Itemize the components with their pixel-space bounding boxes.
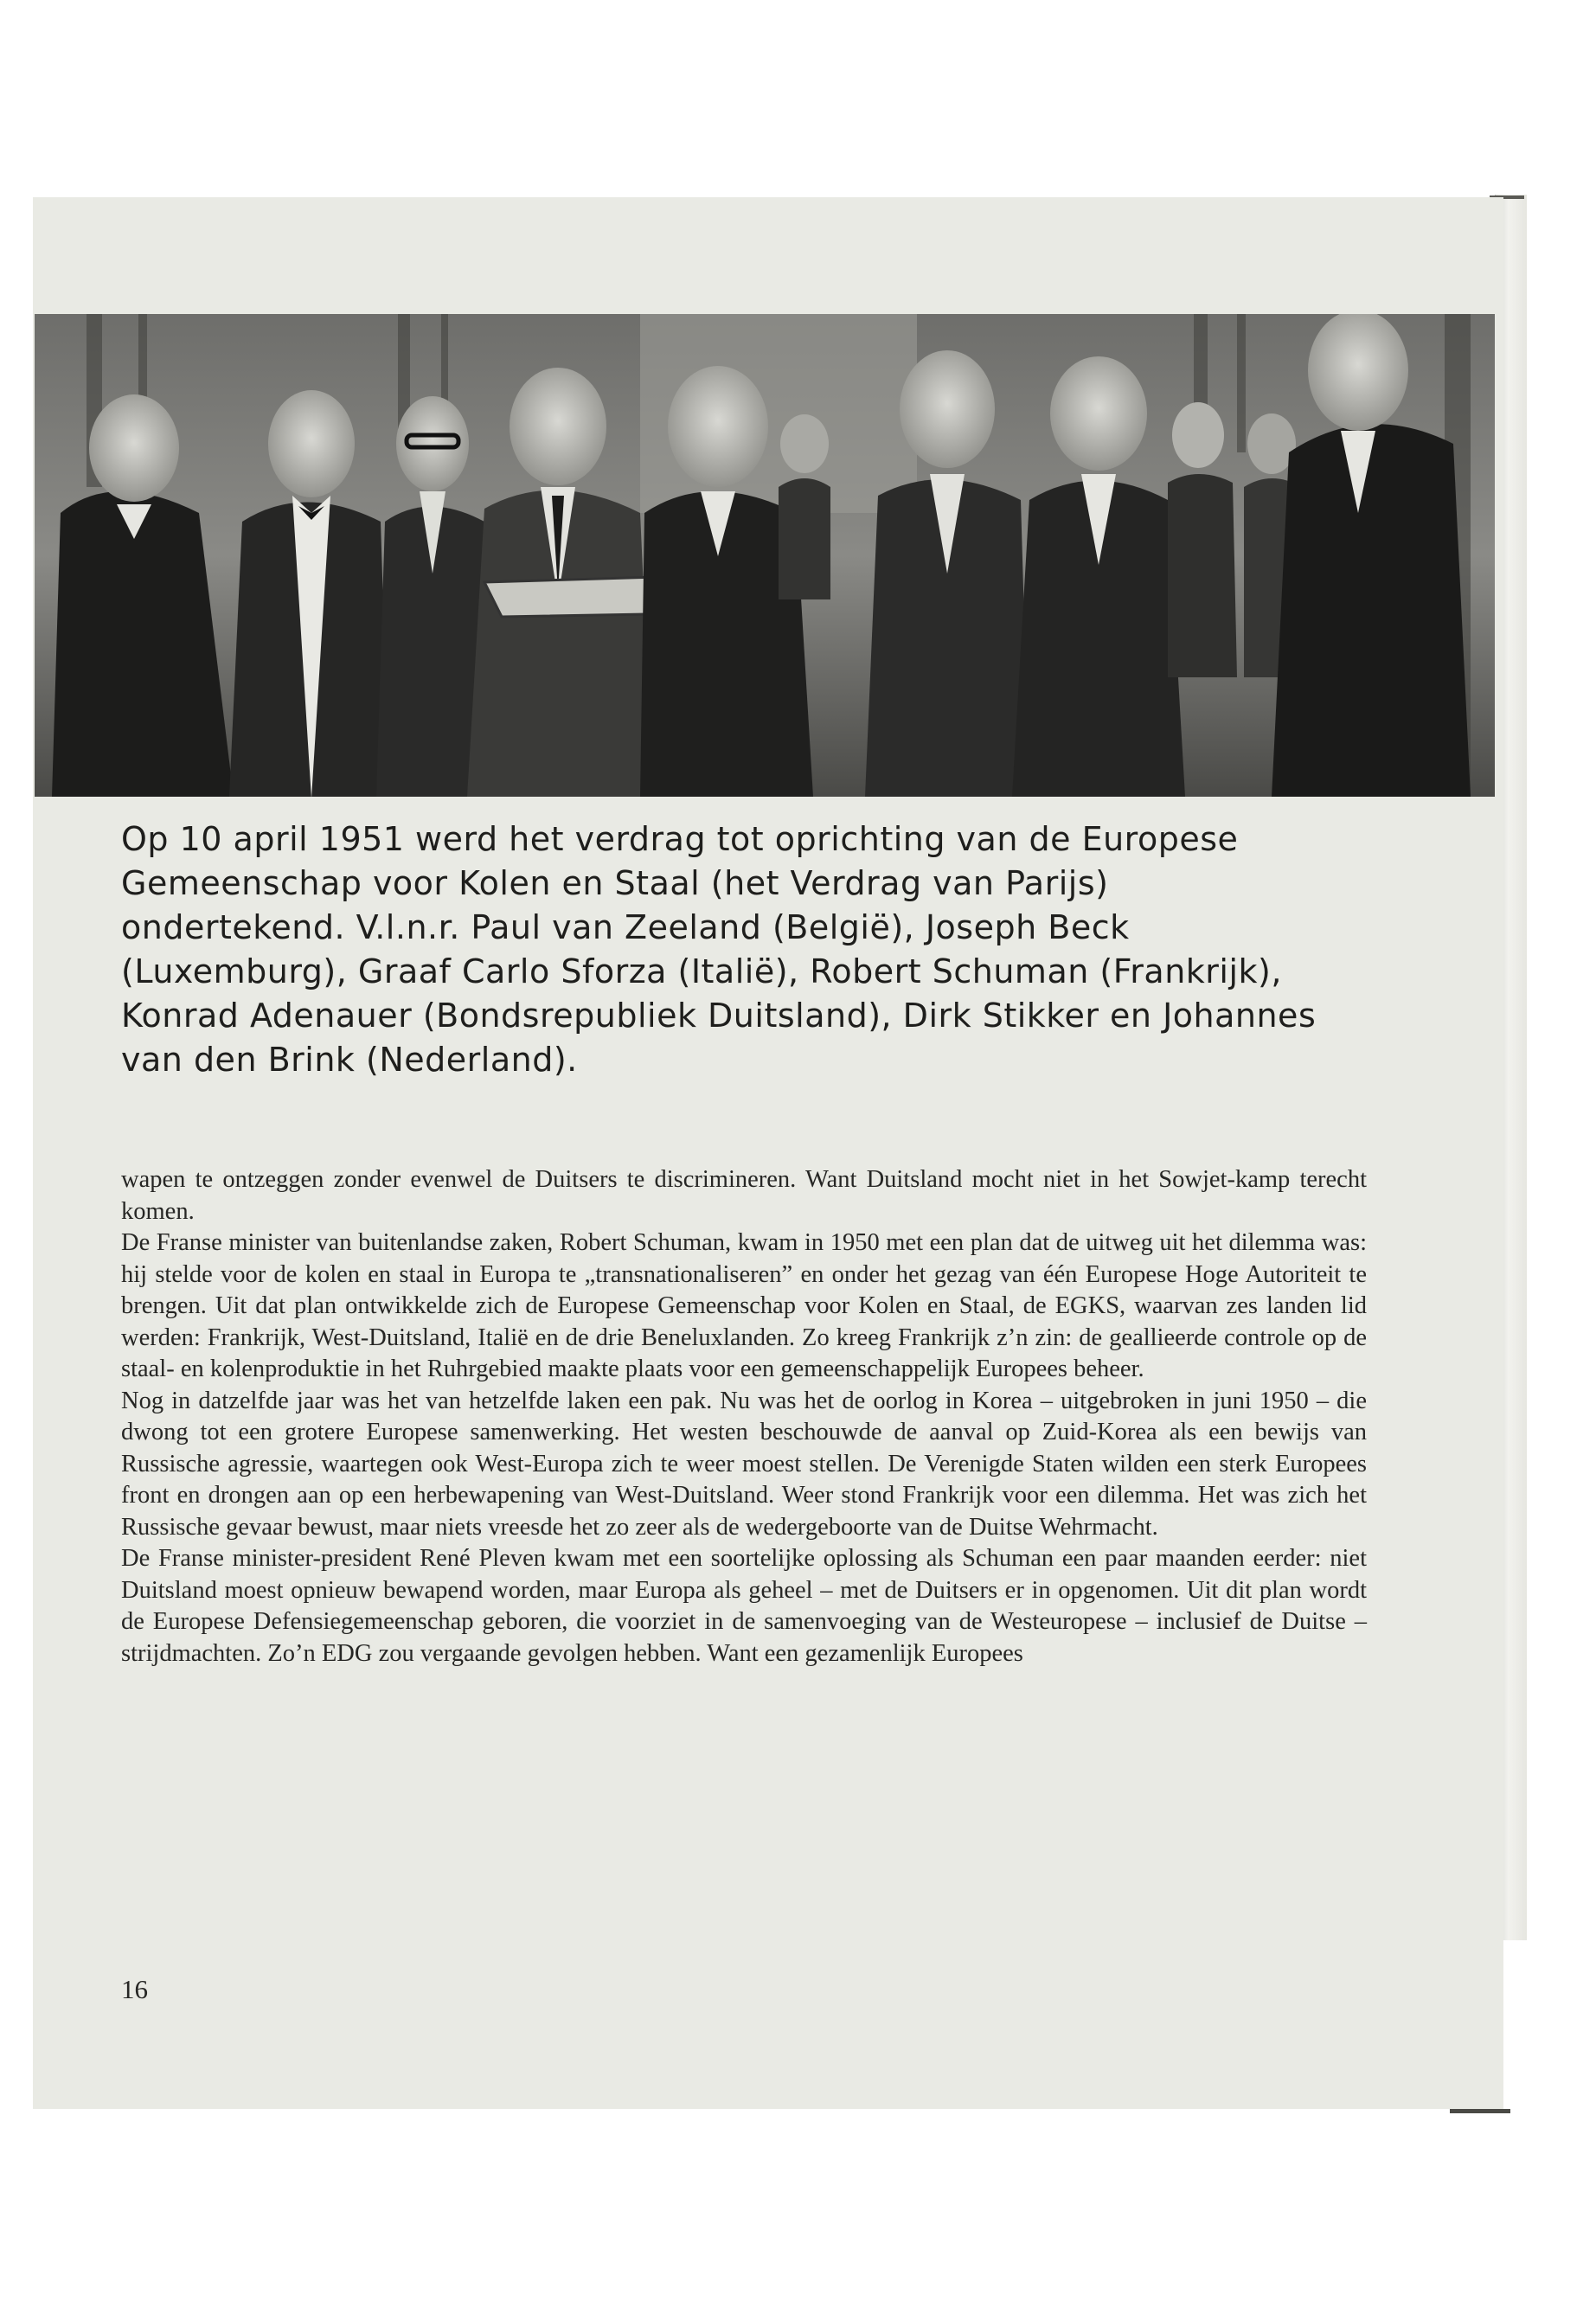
historical-photo	[35, 314, 1495, 797]
person-figure	[779, 414, 830, 599]
page-number: 16	[121, 1974, 148, 2004]
paragraph: Nog in datzelfde jaar was het van hetzelfde laken een pak. Nu was het de oorlog in Korea – uitgebroken in juni 1950 – die dwong tot een grotere Europese samenwerking. Het westen beschouwde de aanval op Zuid-Korea als een bewijs van Russische agressie, waartegen ook West-Europa zich te weer moest stellen. De Verenigde Staten wilden een sterk Europees front en drongen aan op een herbewapening van West-Duitsland. Weer stond Frankrijk voor een dilemma. Het was zich het Russische gevaar bewust, maar niets vreesde het zo zeer als de wedergeboorte van de Duitse Wehrmacht.	[121, 1387, 1367, 1541]
page-edge-mark	[1450, 2109, 1510, 2113]
body-text	[121, 1164, 1367, 1670]
paragraph: De Franse minister-president René Pleven kwam met een soortelijke oplossing als Schuman een paar maanden eerder: niet Duitsland moest opnieuw bewapend worden, maar Europa als geheel – met de Duitsers er in opgenomen. Uit dit plan wordt de Europese Defensiegemeenschap geboren, die voorziet in de samenvoeging van de Westeuropese – inclusief de Duitse – strijdmachten. Zo’n EDG zou vergaande gevolgen hebben. Want een gezamenlijk Europees	[121, 1545, 1367, 1667]
photo-caption: Op 10 april 1951 werd het verdrag tot oprichting van de Europese Gemeenschap voor Kolen en Staal (het Verdrag van Parijs) ondertekend. V.l.n.r. Paul van Zeeland (België), Joseph Beck (Luxemburg), Graaf Carlo Sforza (Italië), Robert Schuman (Frankrijk), Konrad Adenauer (Bondsrepubliek Duitsland), Dirk Stikker en Johannes van den Brink (Nederland).	[121, 820, 1317, 1079]
paragraph: De Franse minister van buitenlandse zaken, Robert Schuman, kwam in 1950 met een plan dat de uitweg uit het dilemma was: hij stelde voor de kolen en staal in Europa te „transnationaliseren” en onder het gezag van één Europese Hoge Autoriteit te brengen. Uit dat plan ontwikkelde zich de Europese Gemeenschap voor Kolen en Staal, de EGKS, waarvan zes landen lid werden: Frankrijk, West-Duitsland, Italië en de drie Beneluxlanden. Zo kreeg Frankrijk z’n zin: de geallieerde controle op de staal- en kolenproduktie in het Ruhrgebied maakte plaats voor een gemeenschappelijk Europees beheer.	[121, 1229, 1367, 1382]
paragraph: wapen te ontzeggen zonder evenwel de Duitsers te discrimineren. Want Duitsland mocht niet in het Sowjet-kamp terecht komen.	[121, 1166, 1367, 1225]
